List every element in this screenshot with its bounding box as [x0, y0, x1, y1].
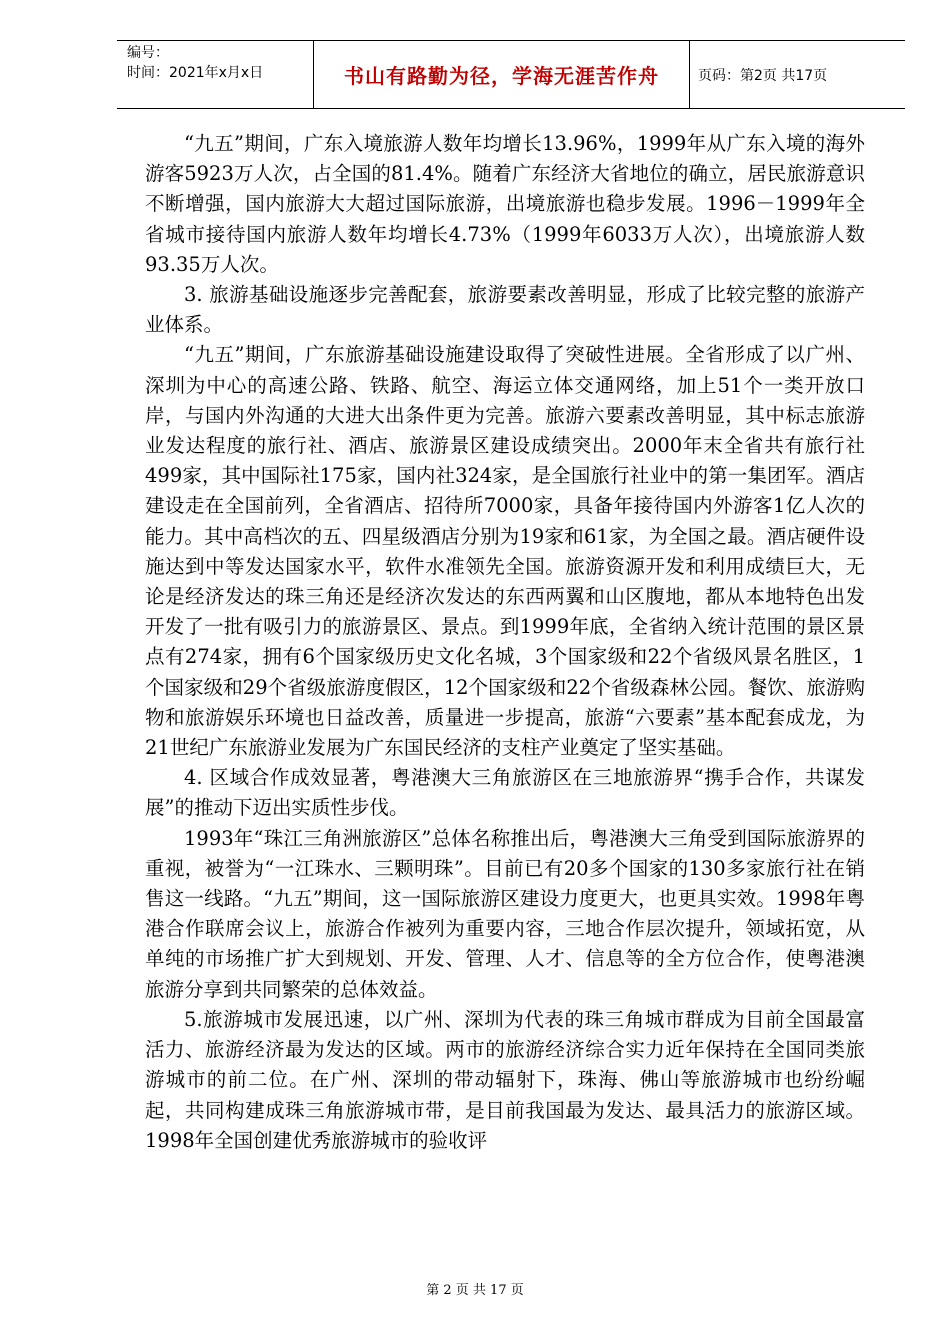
- paragraph: 4. 区域合作成效显著，粤港澳大三角旅游区在三地旅游界“携手合作，共谋发展”的推动下迈出实质性步伐。: [145, 766, 865, 820]
- page-header: [117, 40, 905, 109]
- paragraph: 1993年“珠江三角洲旅游区”总体名称推出后，粤港澳大三角受到国际旅游界的重视，被誉为“一江珠水、三颗明珠”。目前已有20多个国家的130多家旅行社在销售这一线路。“九五”期间，这一国际旅游区建设力度更大，也更具实效。1998年粤港合作联席会议上，旅游合作被列为重要内容，三地合作层次提升，领域拓宽，从单纯的市场推广扩大到规划、开发、管理、人才、信息等的全方位合作，使粤港澳旅游分享到共同繁荣的总体效益。: [145, 826, 865, 1001]
- paragraph: “九五”期间，广东入境旅游人数年均增长13.96%，1999年从广东入境的海外游客5923万人次，占全国的81.4%。随着广东经济大省地位的确立，居民旅游意识不断增强，国内旅游大大超过国际旅游，出境旅游也稳步发展。1996－1999年全省城市接待国内旅游人数年均增长4.73%（1999年6033万人次），出境旅游人数93.35万人次。: [145, 132, 865, 276]
- header-motto: 书山有路勤为径，学海无涯苦作舟: [314, 41, 690, 108]
- document-time-label: 时间：2021年x月x日: [127, 65, 264, 81]
- paragraph: 3. 旅游基础设施逐步完善配套，旅游要素改善明显，形成了比较完整的旅游产业体系。: [145, 283, 865, 337]
- page-footer: 第 2 页 共 17 页: [426, 1283, 524, 1298]
- paragraph: “九五”期间，广东旅游基础设施建设取得了突破性进展。全省形成了以广州、深圳为中心的高速公路、铁路、航空、海运立体交通网络，加上51个一类开放口岸，与国内外沟通的大进大出条件更为完善。旅游六要素改善明显，其中标志旅游业发达程度的旅行社、酒店、旅游景区建设成绩突出。2000年末全省共有旅行社499家，其中国际社175家，国内社324家，是全国旅行社业中的第一集团军。酒店建设走在全国前列，全省酒店、招待所7000家，具备年接待国内外游客1亿人次的能力。其中高档次的五、四星级酒店分别为19家和61家，为全国之最。酒店硬件设施达到中等发达国家水平，软件水准领先全国。旅游资源开发和利用成绩巨大，无论是经济发达的珠三角还是经济次发达的东西两翼和山区腹地，都从本地特色出发开发了一批有吸引力的旅游景区、景点。到1999年底，全省纳入统计范围的景区景点有274家，拥有6个国家级历史文化名城，3个国家级和22个省级风景名胜区，1个国家级和29个省级旅游度假区，12个国家级和22个省级森林公园。餐饮、旅游购物和旅游娱乐环境也日益改善，质量进一步提高，旅游“六要素”基本配套成龙，为21世纪广东旅游业发展为广东国民经济的支柱产业奠定了坚实基础。: [145, 343, 865, 760]
- document-body: [145, 129, 865, 1156]
- header-meta: [117, 41, 314, 108]
- document-number-label: 编号：: [127, 45, 169, 61]
- header-page-info: 页码：第2页 共17页: [698, 67, 828, 84]
- paragraph: 5.旅游城市发展迅速，以广州、深圳为代表的珠三角城市群成为目前全国最富活力、旅游经济最为发达的区域。两市的旅游经济综合实力近年保持在全国同类旅游城市的前二位。在广州、深圳的带动辐射下，珠海、佛山等旅游城市也纷纷崛起，共同构建成珠三角旅游城市带，是目前我国最为发达、最具活力的旅游区域。1998年全国创建优秀旅游城市的验收评: [145, 1007, 865, 1152]
